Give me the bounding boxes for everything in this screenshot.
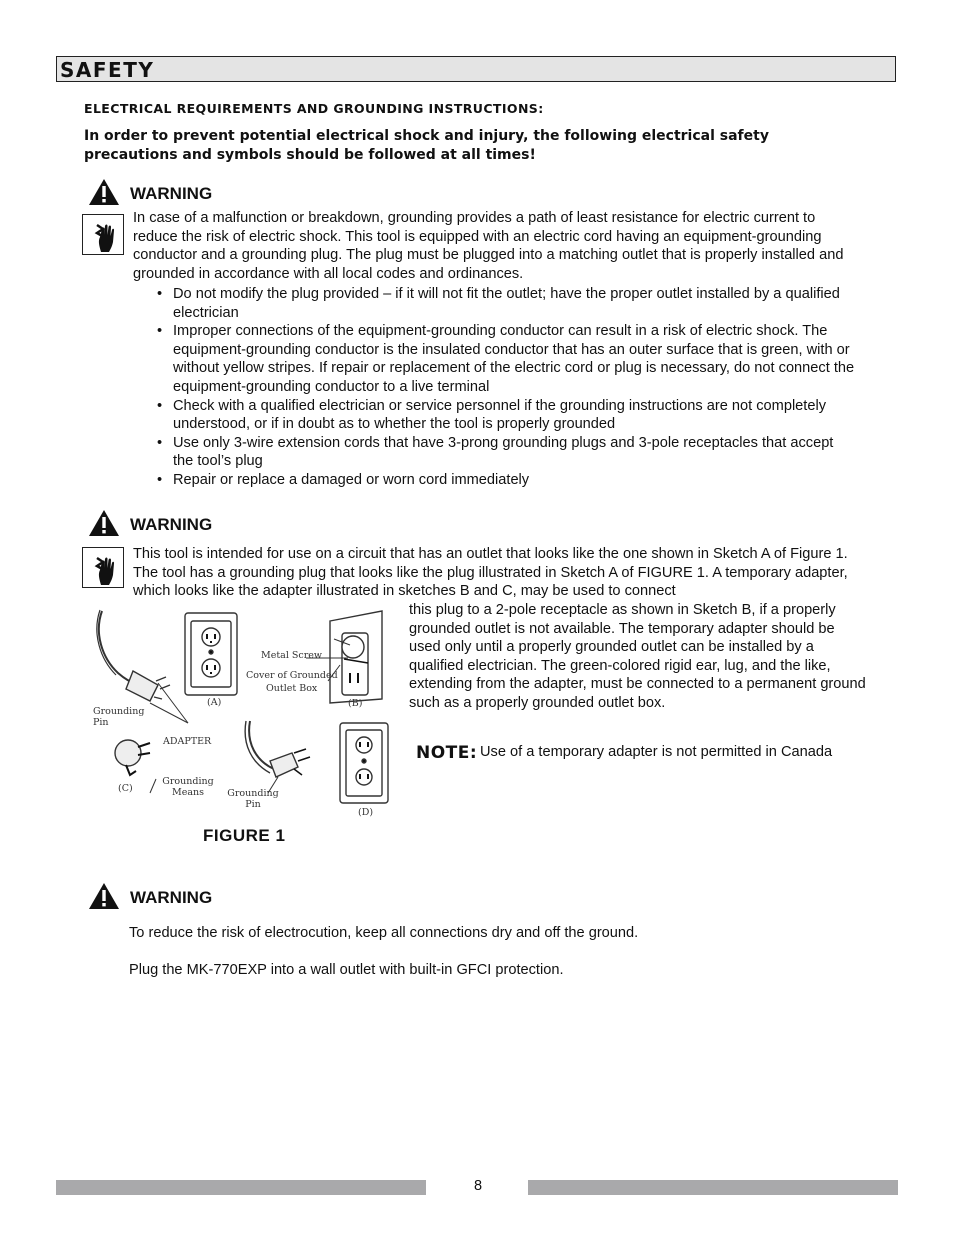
page-number: 8 <box>473 1178 483 1194</box>
figure-label-adapter: ADAPTER <box>163 736 212 747</box>
warning-triangle-icon <box>88 509 120 537</box>
sketch-a-outlet <box>185 613 237 695</box>
warning-label: WARNING <box>130 515 213 534</box>
sketch-c-plug <box>245 721 310 777</box>
figure-label-sketch-b: (B) <box>348 698 363 709</box>
requirements-heading: ELECTRICAL REQUIREMENTS AND GROUNDING INSTRUCTIONS: <box>84 101 544 116</box>
warning-heading-2 <box>88 509 288 537</box>
figure-label-sketch-d: (D) <box>358 807 374 818</box>
figure-label-grounding-means: Grounding Means <box>162 776 214 798</box>
figure-label-cover-of-grounded: Cover of Grounded <box>246 670 338 681</box>
sketch-b-outlet-with-adapter <box>330 611 382 703</box>
footer-bar-right <box>528 1180 898 1195</box>
section-header-bar <box>56 56 896 82</box>
figure-label-sketch-a: (A) <box>207 697 222 708</box>
note-text: Use of a temporary adapter is not permitted in Canada <box>480 744 833 760</box>
figure-label-grounding-pin-a: Grounding Pin <box>93 706 145 728</box>
list-item: • Improper connections of the equipment-grounding conductor can result in a risk of electric shock. The equipment-grounding conductor is the insulated conductor that has an outer surface that is green, with or without yellow stripes. If repair or replacement of the electric cord or plug is necessary, do not connect the equipment-grounding conductor to a live terminal <box>155 322 855 396</box>
electric-shock-hazard-icon <box>82 214 124 255</box>
list-item: • Use only 3-wire extension cords that have 3-prong grounding plugs and 3-pole receptacles that accept the tool’s plug <box>155 434 855 471</box>
warning-2-paragraph-top: This tool is intended for use on a circuit that has an outlet that looks like the one shown in Sketch A of Figure 1. The tool has a grounding plug that looks like the plug illustrated in Sketch A of FIGURE 1. A temporary adapter, which looks like the adapter illustrated in sketches B and C, may be used to connect <box>133 546 848 600</box>
sketch-a-plug <box>97 610 170 701</box>
note-label: NOTE: <box>416 743 478 763</box>
list-item: • Do not modify the plug provided – if it will not fit the outlet; have the proper outlet installed by a qualified electrician <box>155 285 855 322</box>
section-title: SAFETY <box>60 58 155 82</box>
figure-label-sketch-c: (C) <box>118 783 133 794</box>
requirements-intro: In order to prevent potential electrical shock and injury, the following electrical safety precautions and symbols should be followed at all times! <box>84 128 769 163</box>
figure-label-grounding-pin-b: Grounding Pin <box>227 788 279 810</box>
list-item: • Check with a qualified electrician or service personnel if the grounding instructions are not completely understood, or if in doubt as to whether the tool is properly grounded <box>155 397 855 434</box>
warning-2-paragraph-side: this plug to a 2-pole receptacle as shown in Sketch B, if a properly grounded outlet is not available. The temporary adapter should be used only until a properly grounded outlet can be installed by a qualified electrician. The green-colored rigid ear, lug, and the like, extending from the adapter, must be connected to a permanent ground such as a properly grounded outlet box. <box>409 602 866 711</box>
warning-heading-1 <box>88 178 288 206</box>
footer-bar-left <box>56 1180 426 1195</box>
sketch-d-outlet <box>340 723 388 803</box>
list-item: • Repair or replace a damaged or worn cord immediately <box>155 471 855 490</box>
warning-3-line-1: To reduce the risk of electrocution, keep all connections dry and off the ground. <box>129 925 639 941</box>
electric-shock-hazard-icon <box>82 547 124 588</box>
warning-1-paragraph: In case of a malfunction or breakdown, grounding provides a path of least resistance for electric current to reduce the risk of electric shock. This tool is equipped with an electric cord having an equipment-grounding conductor and a grounding plug. The plug must be plugged into a matching outlet that is properly installed and grounded in accordance with all local codes and ordinances. <box>133 210 844 282</box>
figure-label-outlet-box: Outlet Box <box>266 683 318 694</box>
warning-triangle-icon <box>88 178 120 206</box>
figure-label-metal-screw: Metal Screw <box>261 650 323 661</box>
figure-1-illustration <box>88 603 392 825</box>
warning-3-line-2: Plug the MK-770EXP into a wall outlet with built-in GFCI protection. <box>129 962 564 978</box>
warning-1-bullet-list <box>155 285 855 490</box>
warning-triangle-icon <box>88 882 120 910</box>
warning-label: WARNING <box>130 888 213 907</box>
sketch-c-adapter <box>115 740 150 775</box>
warning-label: WARNING <box>130 184 213 203</box>
warning-heading-3 <box>88 882 288 910</box>
figure-caption: FIGURE 1 <box>203 826 286 845</box>
